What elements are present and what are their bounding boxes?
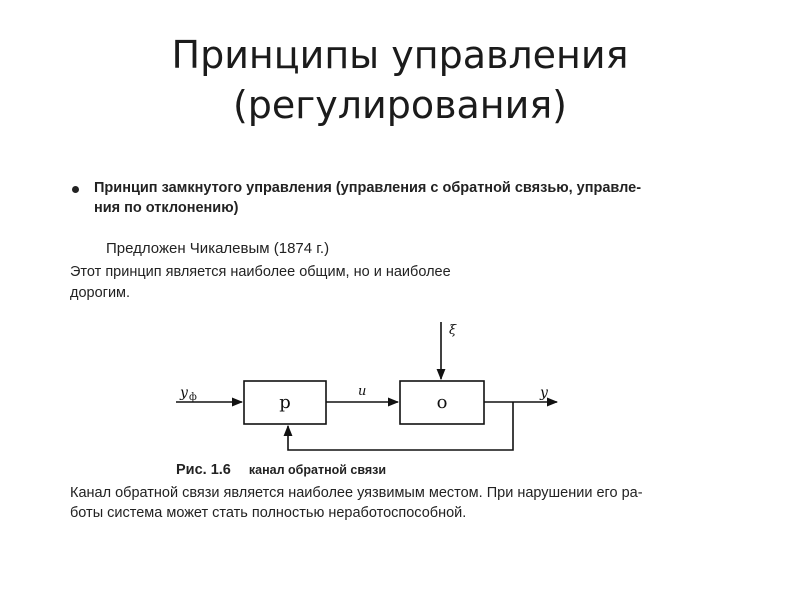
slide-title-line2: (регулирования) (232, 83, 568, 127)
bullet-line2: ния по отклонению) (94, 200, 239, 216)
principle-line2: дорогим. (70, 285, 131, 301)
output-label: y (540, 385, 548, 401)
figure-label: канал обратной связи (248, 463, 387, 477)
figure-number: Рис. 1.6 (176, 462, 231, 478)
figure-caption (176, 461, 386, 478)
plant-label: o (436, 392, 448, 413)
input-label-subscript: ф (189, 392, 197, 403)
input-label: y (180, 385, 188, 401)
control-signal-label: u (358, 384, 367, 399)
proposed-by-text: Предложен Чикалевым (1874 г.) (106, 240, 330, 257)
closing-line2: боты система может стать полностью неработоспособной. (70, 505, 467, 521)
slide-title-line1: Принципы управления (171, 33, 629, 77)
closing-line1: Канал обратной связи является наиболее уязвимым местом. При нарушении его ра- (70, 485, 643, 501)
closing-text (70, 483, 643, 523)
bullet-line1: Принцип замкнутого управления (управления с обратной связью, управле- (94, 180, 642, 196)
controller-label: p (279, 392, 291, 413)
principle-line1: Этот принцип является наиболее общим, но и наиболее (70, 264, 451, 280)
disturbance-label: ξ (449, 323, 457, 338)
